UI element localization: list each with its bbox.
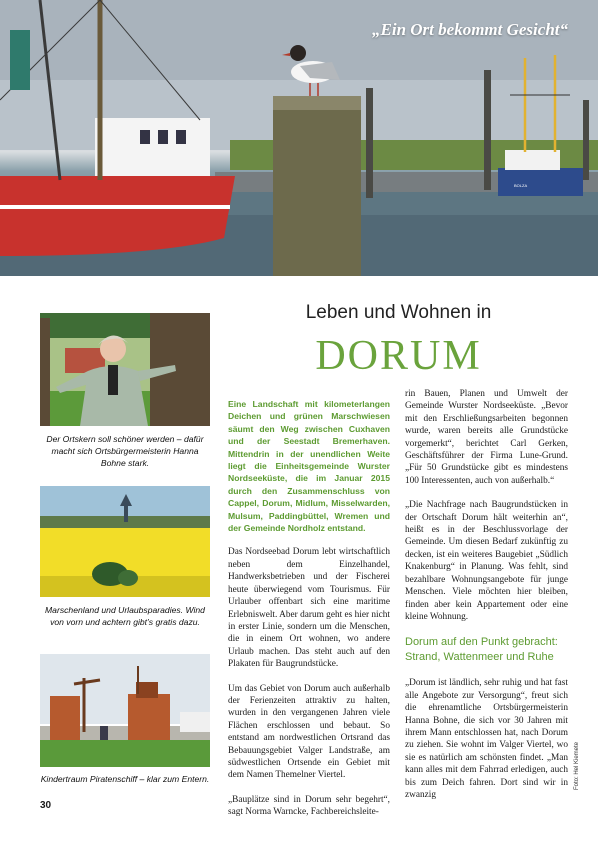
photo-pirate-ship xyxy=(40,654,210,767)
photo-marsh xyxy=(40,486,210,597)
caption-pirate-ship: Kindertraum Piratenschiff – klar zum Entern. xyxy=(40,774,210,784)
hero-title: „Ein Ort bekommt Gesicht“ xyxy=(372,20,568,39)
article-paragraph: „Dorum ist ländlich, sehr ruhig und hat fast alle Angebote zur Versorgung“, freut sich die ehrenamtliche Ortsbürgermeisterin Hanna Bohne, die sich vor 30 Jahren mit ihrem Mann entschlossen hat, nach Dorum zu ziehen. Sie wohnt im Valger Viertel, wo sie es natürlich am schönsten findet. „Man kann alles mit dem Fahrrad erledigen, auch bis zum Deich fahren. Dort sind wir in zwanzig xyxy=(405,678,568,800)
article-column-1 xyxy=(228,398,390,831)
photo-mayor xyxy=(40,313,210,426)
article-paragraph: rin Bauen, Planen und Umwelt der Gemeinde Wurster Nordseeküste. „Bevor mit den Erschließungsarbeiten begonnen wurde, waren bereits alle Grundstücke vorgemerkt“, berichtet Carl Gerken, Geschäftsführer der Firma Lune-Grund. „Für 50 Grundstücke gibt es mindestens 100 Interessenten, auch von außerhalb.“ xyxy=(405,389,568,486)
article-subheading: Dorum auf den Punkt gebracht: Strand, Wattenmeer und Ruhe xyxy=(405,636,558,664)
article-paragraph: „Bauplätze sind in Dorum sehr begehrt“, sagt Norma Warncke, Fachbereichsleite- xyxy=(228,794,390,818)
page-number: 30 xyxy=(40,800,52,811)
article-lead: Eine Landschaft mit kilometerlangen Deichen und grünen Marschwiesen säumt den Weg zwischen Cuxhaven und der Seestadt Bremerhaven. Mittendrin in der unendlichen Weite liegt die Einheitsgemeinde Wurster Nordseeküste, die im Januar 2015 durch den Zusammenschluss von Cappel, Dorum, Midlum, Misselwarden, Mulsum, Paddingbüttel, Wremen und der Gemeinde Nordholz entstand. xyxy=(228,399,390,534)
caption-mayor: Der Ortskern soll schöner werden – dafür macht sich Ortsbürgermeisterin Hanna Bohne stark. xyxy=(46,434,204,468)
article-place-title: DORUM xyxy=(315,333,482,379)
hero-photo xyxy=(0,0,598,276)
article-paragraph: Um das Gebiet von Dorum auch außerhalb der Ferienzeiten attraktiv zu halten, wurden in den vergangenen Jahren viele Flächen erschlossen und bebaut. So entstand am nordwestlichen Ortsrand das Bebauungsgebiet Valger Landstraße, am südwestlichen Ortsende ein Gebiet mit dem Namen Themelner Viertel. xyxy=(228,683,390,781)
caption-marsh: Marschenland und Urlaubsparadies. Wind von vorn und achtern gibt’s gratis dazu. xyxy=(45,605,205,627)
article-paragraph: Das Nordseebad Dorum lebt wirtschaftlich neben dem Einzelhandel, Handwerksbetrieben und der Fischerei heute überwiegend vom Tourismus. Für Urlauber offenbart sich eine maritime Erlebniswelt. Aber darum geht es hier nicht in erster Linie, sondern um die Menschen, die in einem Ort wohnen, wo andere Urlaub machen. Das steht auch auf den Plakaten für Baugrundstücke. xyxy=(228,547,390,670)
article-column-2 xyxy=(405,388,568,813)
boat-name: BOLZA xyxy=(514,183,528,188)
photo-credit: Foto: Hel Kiemete xyxy=(574,741,580,790)
article-paragraph: „Die Nachfrage nach Baugrundstücken in der Ortschaft Dorum hält weiterhin an“, heißt es in der Beschlussvorlage der Gemeinde. Um diesen Bedarf zukünftig zu decken, ist ein weiteres Baugebiet „Südlich Knakenburg“ in Planung. Was fehlt, sind bezahlbare Wohnungsangebote für junge Menschen. Viele möchten hier bleiben, finden aber kein Appartement oder eine kleine Wohnung. xyxy=(405,500,568,622)
article-headline: Leben und Wohnen in xyxy=(305,302,492,323)
harbor-scene xyxy=(0,0,598,276)
